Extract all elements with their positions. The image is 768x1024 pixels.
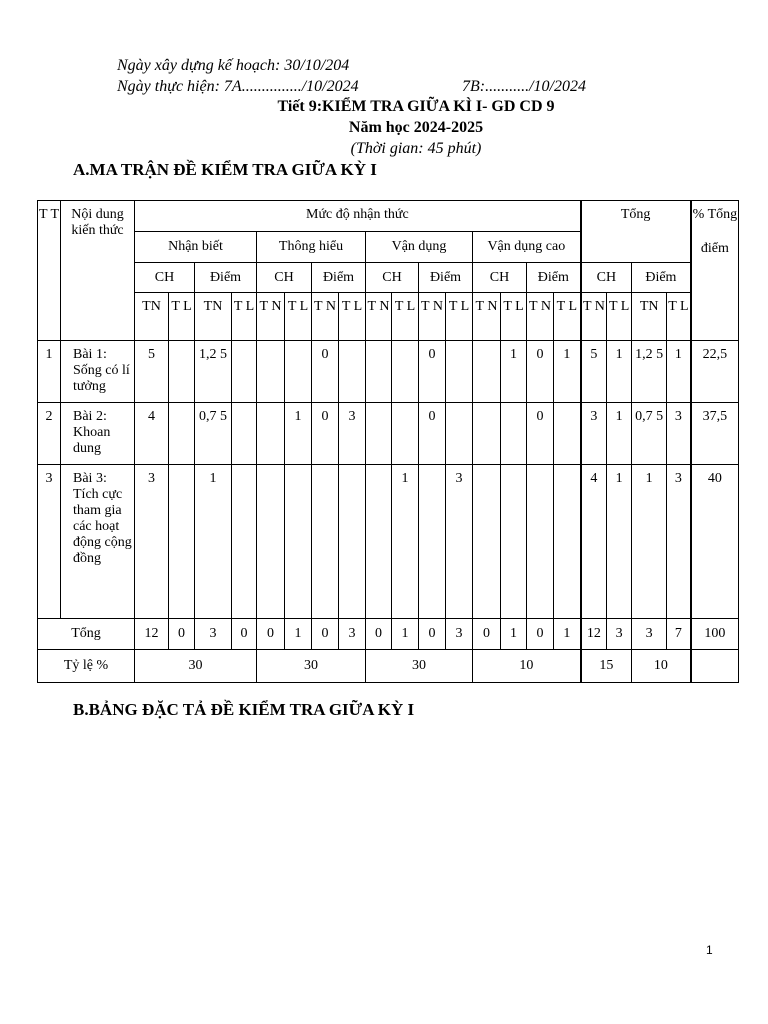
level-thong-hieu: Thông hiểu [257,232,366,263]
matrix-cell: 1 [667,341,691,403]
row-percent: 22,5 [691,341,739,403]
matrix-cell: 1 [195,465,232,619]
header-percent-sub: điểm [700,241,729,256]
sub-ch: CH [581,263,632,293]
row-number: 2 [38,403,61,465]
matrix-cell [169,403,195,465]
total-cell: 0 [473,619,501,650]
matrix-cell [366,341,392,403]
sub-tl: T L [232,293,257,341]
matrix-cell [339,465,366,619]
execution-date-7b: 7B:.........../10/2024 [462,78,586,95]
ratio-van-dung-cao: 10 [473,650,581,683]
matrix-cell: 1 [501,341,527,403]
ratio-thong-hieu: 30 [257,650,366,683]
section-a-heading: A.MA TRẬN ĐỀ KIỂM TRA GIỮA KỲ I [73,160,377,179]
sub-diem: Điểm [419,263,473,293]
ratio-van-dung: 30 [366,650,473,683]
matrix-cell [554,403,581,465]
total-cell: 12 [135,619,169,650]
page-number: 1 [706,943,713,957]
sub-tn: T N [257,293,285,341]
matrix-cell [446,341,473,403]
sub-diem: Điểm [312,263,366,293]
ratio-row-label: Tỷ lệ % [38,650,135,683]
matrix-cell: 0,7 5 [195,403,232,465]
sub-ch: CH [366,263,419,293]
sub-tl: T L [667,293,691,341]
header-percent-label: % Tổng [692,207,738,222]
matrix-cell: 1 [607,465,632,619]
matrix-cell: 1,2 5 [632,341,667,403]
sub-tn: T N [527,293,554,341]
sub-diem: Điểm [632,263,691,293]
matrix-cell [473,403,501,465]
matrix-cell [257,403,285,465]
header-tt: T T [38,201,61,341]
matrix-cell: 3 [339,403,366,465]
matrix-cell [366,403,392,465]
matrix-cell: 3 [581,403,607,465]
ratio-total-diem: 10 [632,650,691,683]
matrix-cell [232,341,257,403]
ratio-total-ch: 15 [581,650,632,683]
total-row-label: Tổng [38,619,135,650]
matrix-cell: 1,2 5 [195,341,232,403]
matrix-cell: 1 [285,403,312,465]
sub-tl: T L [446,293,473,341]
matrix-cell [232,403,257,465]
sub-diem: Điểm [527,263,581,293]
sub-tl: T L [554,293,581,341]
total-row [38,619,739,650]
test-title: Tiết 9:KIỂM TRA GIỮA KÌ I- GD CD 9 [277,98,555,115]
matrix-cell: 3 [667,403,691,465]
matrix-cell: 1 [607,341,632,403]
matrix-cell [392,403,419,465]
matrix-cell [312,465,339,619]
total-cell: 0 [312,619,339,650]
matrix-cell: 3 [667,465,691,619]
total-cell: 1 [501,619,527,650]
matrix-cell [473,465,501,619]
matrix-cell [366,465,392,619]
header-total: Tổng [581,201,691,263]
level-nhan-biet: Nhận biết [135,232,257,263]
matrix-cell [285,465,312,619]
total-cell: 7 [667,619,691,650]
total-cell: 0 [169,619,195,650]
header-content: Nội dung kiến thức [61,201,135,341]
sub-ch: CH [473,263,527,293]
ratio-nhan-biet: 30 [135,650,257,683]
plan-date: Ngày xây dựng kế hoạch: 30/10/204 [117,57,350,74]
section-b-heading: B.BẢNG ĐẶC TẢ ĐỀ KIỂM TRA GIỮA KỲ I [73,700,415,719]
test-matrix-table [37,200,739,683]
sub-tn: T N [312,293,339,341]
sub-diem: Điểm [195,263,257,293]
sub-tl: T L [607,293,632,341]
total-cell: 1 [554,619,581,650]
sub-tl: T L [501,293,527,341]
matrix-cell [554,465,581,619]
matrix-cell [339,341,366,403]
matrix-row [38,341,739,403]
sub-tn: T N [581,293,607,341]
matrix-cell: 1 [632,465,667,619]
total-cell: 1 [392,619,419,650]
duration: (Thời gian: 45 phút) [350,140,482,157]
total-cell: 3 [195,619,232,650]
matrix-cell: 0 [527,341,554,403]
total-percent: 100 [691,619,739,650]
total-cell: 12 [581,619,607,650]
ratio-row [38,650,739,683]
matrix-cell [473,341,501,403]
matrix-cell [169,465,195,619]
matrix-cell: 5 [135,341,169,403]
matrix-cell: 1 [554,341,581,403]
matrix-cell: 3 [135,465,169,619]
matrix-cell [527,465,554,619]
matrix-cell: 5 [581,341,607,403]
matrix-cell [392,341,419,403]
matrix-cell [232,465,257,619]
row-percent: 37,5 [691,403,739,465]
level-van-dung-cao: Vận dụng cao [473,232,581,263]
matrix-data-rows [38,341,739,619]
matrix-cell: 4 [135,403,169,465]
matrix-cell: 0 [312,341,339,403]
matrix-cell: 0 [419,341,446,403]
total-cell: 0 [257,619,285,650]
matrix-cell: 1 [392,465,419,619]
matrix-cell [501,403,527,465]
sub-ch: CH [135,263,195,293]
sub-tn: T N [419,293,446,341]
total-cell: 1 [285,619,312,650]
matrix-cell: 0 [312,403,339,465]
matrix-cell [257,341,285,403]
school-year: Năm học 2024-2025 [348,119,484,136]
ratio-percent [691,650,739,683]
matrix-cell: 3 [446,465,473,619]
sub-tn: T N [366,293,392,341]
sub-tn: TN [135,293,169,341]
matrix-cell [446,403,473,465]
total-cell: 3 [339,619,366,650]
sub-ch: CH [257,263,312,293]
matrix-cell [501,465,527,619]
level-van-dung: Vận dụng [366,232,473,263]
row-topic: Bài 3: Tích cực tham gia các hoạt động cộng đồng [61,465,135,619]
total-cell: 3 [446,619,473,650]
matrix-cell: 0 [419,403,446,465]
matrix-cell: 1 [607,403,632,465]
total-cell: 0 [419,619,446,650]
header-percent [691,201,739,341]
sub-tl: T L [392,293,419,341]
row-number: 1 [38,341,61,403]
matrix-cell: 0 [527,403,554,465]
sub-tl: T L [285,293,312,341]
header-cognitive-level: Mức độ nhận thức [135,201,581,232]
matrix-cell [169,341,195,403]
matrix-cell [285,341,312,403]
sub-tn: TN [195,293,232,341]
row-number: 3 [38,465,61,619]
execution-date-7a: Ngày thực hiện: 7A.............../10/2024 [117,78,359,95]
matrix-cell: 4 [581,465,607,619]
row-topic: Bài 1: Sống có lí tưởng [61,341,135,403]
sub-tl: T L [339,293,366,341]
total-cell: 0 [232,619,257,650]
matrix-cell [419,465,446,619]
sub-tn: TN [632,293,667,341]
sub-tl: T L [169,293,195,341]
total-cell: 3 [632,619,667,650]
total-cell: 3 [607,619,632,650]
sub-tn: T N [473,293,501,341]
row-percent: 40 [691,465,739,619]
matrix-cell [257,465,285,619]
total-cell: 0 [527,619,554,650]
row-topic: Bài 2: Khoan dung [61,403,135,465]
matrix-cell: 0,7 5 [632,403,667,465]
matrix-row [38,403,739,465]
matrix-row [38,465,739,619]
total-cell: 0 [366,619,392,650]
